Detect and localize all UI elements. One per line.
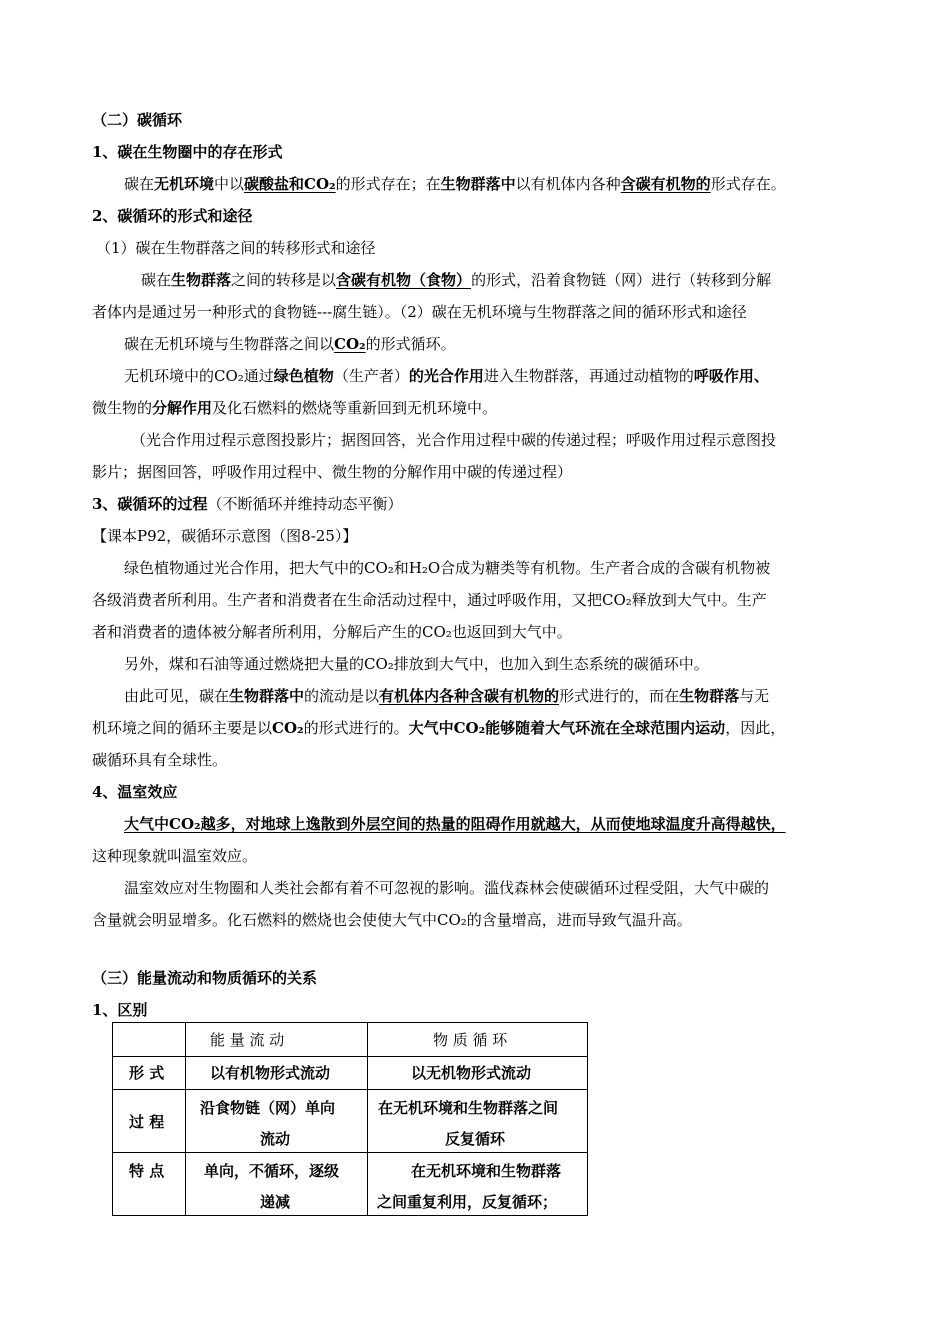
table-row-label: 特 点: [129, 1162, 165, 1180]
table-header-energy: 能 量 流 动: [210, 1031, 285, 1049]
paragraph-conclusion-line3: 碳循环具有全球性。: [92, 751, 228, 769]
table-border: [587, 1022, 588, 1216]
paragraph-transfer-line1: [141, 270, 771, 290]
subheading-transfer: （1）碳在生物群落之间的转移形式和途径: [96, 239, 376, 257]
heading-difference: 1、区别: [92, 1001, 148, 1019]
text: 形式进行的，而在: [559, 687, 680, 705]
section-title-relation: （三）能量流动和物质循环的关系: [92, 969, 318, 987]
table-row-label: 过 程: [129, 1113, 165, 1131]
table-border: [112, 1215, 588, 1216]
bold-text: 的光合作用: [408, 367, 484, 385]
paragraph-process-line2: 各级消费者所利用。生产者和消费者在生命活动过程中，通过呼吸作用，又把CO₂释放到大气中。生产: [92, 591, 767, 609]
paragraph-photosynthesis-line2: [92, 398, 497, 418]
paragraph-slides-line1: （光合作用过程示意图投影片；据图回答，光合作用过程中碳的传递过程；呼吸作用过程示意图投: [131, 431, 777, 449]
text: 碳在: [124, 175, 155, 193]
heading-greenhouse: 4、温室效应: [92, 783, 178, 801]
greenhouse-definition: 大气中CO₂越多，对地球上逸散到外层空间的热量的阻碍作用就越大，从而使地球温度升高得越快，: [124, 815, 786, 833]
text: 的形式存在；在: [335, 175, 441, 193]
table-border: [112, 1056, 588, 1057]
bold-text: 绿色植物: [273, 367, 334, 385]
heading-text: 3、碳循环的过程: [92, 495, 208, 513]
comparison-table: [112, 1022, 588, 1216]
text: 进入生物群落，再通过动植物的: [483, 367, 694, 385]
table-border: [185, 1022, 186, 1216]
text: 无机环境中的CO₂通过: [124, 367, 274, 385]
text: 的形式，沿着食物链（网）进行（转移到分解: [471, 271, 772, 289]
table-row-label: 形 式: [129, 1064, 165, 1082]
underlined-term: CO₂: [334, 335, 366, 353]
bold-text: 生物群落中: [229, 687, 305, 705]
bold-text: 呼吸作用、: [693, 367, 769, 385]
bold-text: 生物群落: [679, 687, 740, 705]
table-cell: 反复循环: [445, 1130, 506, 1148]
paragraph-conclusion-line2: [92, 718, 785, 738]
table-cell: 以有机物形式流动: [210, 1064, 331, 1082]
section-title-carbon-cycle: （二）碳循环: [92, 111, 183, 129]
paragraph-transfer-line2: 者体内是通过另一种形式的食物链---腐生链）。（2）碳在无机环境与生物群落之间的循环形式和途径: [92, 303, 747, 321]
text: 之间的转移是以: [231, 271, 337, 289]
heading-carbon-forms: 1、碳在生物圈中的存在形式: [92, 143, 283, 161]
table-cell: 以无机物形式流动: [411, 1064, 532, 1082]
heading-carbon-process: [92, 494, 402, 514]
text: 以有机体内各种: [515, 175, 621, 193]
table-cell: 单向，不循环，逐级: [204, 1162, 340, 1180]
table-cell: 递减: [260, 1193, 291, 1211]
table-cell: 流动: [260, 1130, 291, 1148]
paragraph-impact-line2: 含量就会明显增多。化石燃料的燃烧也会使使大气中CO₂的含量增高，进而导致气温升高。: [92, 911, 692, 929]
bold-text: 分解作用: [152, 399, 213, 417]
text: ，因此，: [725, 719, 786, 737]
textbook-reference: 【课本P92，碳循环示意图（图8-25）】: [92, 527, 358, 545]
underlined-term: 有机体内各种含碳有机物的: [379, 687, 560, 705]
text: 微生物的: [92, 399, 153, 417]
bold-text: CO₂: [272, 719, 304, 737]
paragraph-process-line1: 绿色植物通过光合作用，把大气中的CO₂和H₂O合成为糖类等有机物。生产者合成的含碳有机物被: [124, 559, 771, 577]
text: （不断循环并维持动态平衡）: [207, 495, 403, 513]
table-cell: 沿食物链（网）单向: [200, 1099, 336, 1117]
table-header-matter: 物 质 循 环: [433, 1031, 508, 1049]
heading-carbon-pathways: 2、碳循环的形式和途径: [92, 207, 253, 225]
text: 碳在: [141, 271, 172, 289]
paragraph-cycle-form: [124, 334, 456, 354]
text: 及化石燃料的燃烧等重新回到无机环境中。: [212, 399, 498, 417]
table-cell: 在无机环境和生物群落: [411, 1162, 562, 1180]
paragraph-conclusion-line1: [124, 686, 769, 706]
table-cell: 在无机环境和生物群落之间: [378, 1099, 559, 1117]
bold-text: 生物群落中: [440, 175, 516, 193]
text: 的流动是以: [304, 687, 380, 705]
greenhouse-definition-line2: 这种现象就叫温室效应。: [92, 847, 258, 865]
paragraph-slides-line2: 影片；据图回答，呼吸作用过程中、微生物的分解作用中碳的传递过程）: [92, 463, 573, 481]
table-border: [367, 1022, 368, 1216]
paragraph-process-line3: 者和消费者的遗体被分解者所利用，分解后产生的CO₂也返回到大气中。: [92, 623, 572, 641]
text: 的形式进行的。: [303, 719, 409, 737]
text: 与无: [739, 687, 770, 705]
text: 的形式循环。: [365, 335, 456, 353]
text: 中以: [214, 175, 245, 193]
table-border: [112, 1022, 113, 1216]
table-border: [112, 1022, 588, 1023]
text: 由此可见，碳在: [124, 687, 230, 705]
bold-text: 无机环境: [154, 175, 215, 193]
paragraph-fossil: 另外，煤和石油等通过燃烧把大量的CO₂排放到大气中，也加入到生态系统的碳循环中。: [124, 655, 709, 673]
underlined-term: 含碳有机物（食物）: [336, 271, 472, 289]
table-cell: 之间重复利用，反复循环；: [377, 1193, 558, 1211]
underlined-term: 含碳有机物的: [620, 175, 711, 193]
paragraph-impact-line1: 温室效应对生物圈和人类社会都有着不可忽视的影响。滥伐森林会使碳循环过程受阻，大气中碳的: [124, 879, 770, 897]
underlined-term: 碳酸盐和CO₂: [244, 175, 336, 193]
paragraph-carbon-forms: [124, 174, 786, 194]
bold-text: 生物群落: [171, 271, 232, 289]
paragraph-photosynthesis-line1: [124, 366, 769, 386]
text: （生产者）: [333, 367, 409, 385]
table-border: [112, 1152, 588, 1153]
text: 形式存在。: [710, 175, 786, 193]
table-border: [112, 1089, 588, 1090]
text: 机环境之间的循环主要是以: [92, 719, 273, 737]
text: 碳在无机环境与生物群落之间以: [124, 335, 335, 353]
bold-text: 大气中CO₂能够随着大气环流在全球范围内运动: [408, 719, 726, 737]
